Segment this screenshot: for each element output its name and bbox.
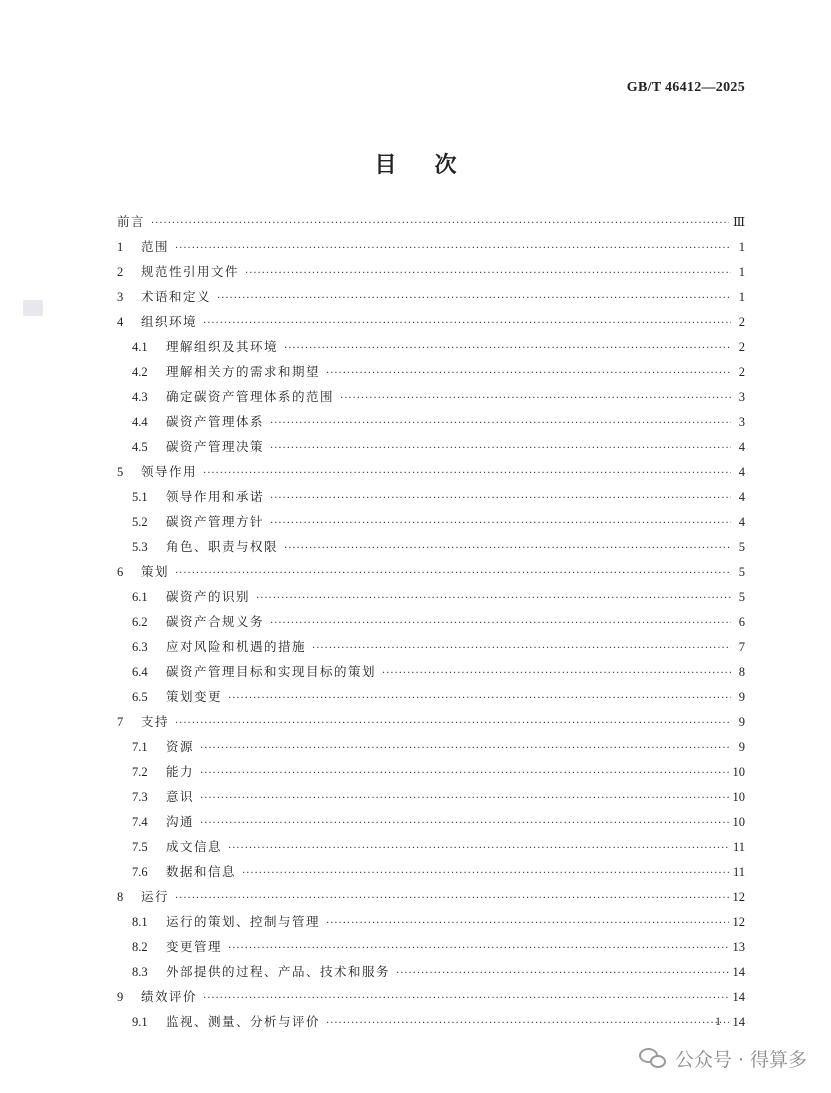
toc-entry-title: 支持 (141, 714, 170, 729)
toc-leader-dots (203, 461, 731, 486)
toc-entry-title: 资源 (166, 739, 195, 754)
toc-subsection-entry[interactable] (117, 909, 745, 934)
toc-entry-page: 1 (738, 265, 745, 279)
watermark-text: 公众号 · 得算多 (674, 1049, 807, 1071)
toc-entry-number: 6.2 (132, 615, 148, 629)
toc-entry-title: 运行的策划、控制与管理 (166, 914, 321, 929)
toc-entry[interactable] (117, 884, 745, 909)
toc-entry-page: 4 (738, 465, 745, 479)
toc-subsection-entry[interactable] (117, 384, 745, 409)
toc-leader-dots (228, 836, 729, 861)
toc-entry-page: Ⅲ (732, 215, 745, 229)
toc-leader-dots (326, 911, 728, 936)
toc-entry-title: 意识 (166, 789, 195, 804)
toc-subsection-entry[interactable] (117, 334, 745, 359)
toc-entry-title: 成文信息 (166, 839, 223, 854)
toc-entry-title: 碳资产管理体系 (166, 414, 265, 429)
toc-leader-dots (270, 436, 731, 461)
toc-subsection-entry[interactable] (117, 859, 745, 884)
toc-entry-title: 绩效评价 (141, 989, 198, 1004)
toc-entry-title: 碳资产合规义务 (166, 614, 265, 629)
toc-subsection-entry[interactable] (117, 434, 745, 459)
toc-subsection-entry[interactable] (117, 409, 745, 434)
toc-leader-dots (200, 786, 728, 811)
toc-leader-dots (175, 236, 731, 261)
toc-entry-page: 12 (732, 915, 745, 929)
toc-subsection-entry[interactable] (117, 534, 745, 559)
toc-entry-number: 9 (117, 990, 124, 1004)
toc-entry[interactable] (117, 284, 745, 309)
toc-entry[interactable] (117, 559, 745, 584)
toc-subsection-entry[interactable] (117, 759, 745, 784)
toc-entry-number: 6 (117, 565, 124, 579)
toc-subsection-entry[interactable] (117, 934, 745, 959)
toc-entry-number: 4.1 (132, 340, 148, 354)
toc-entry-page: 6 (738, 615, 745, 629)
toc-entry-title: 能力 (166, 764, 195, 779)
toc-entry-page: 9 (738, 715, 745, 729)
toc-entry-number: 4.4 (132, 415, 148, 429)
toc-entry-page: 2 (738, 340, 745, 354)
toc-entry-title: 沟通 (166, 814, 195, 829)
toc-subsection-entry[interactable] (117, 584, 745, 609)
toc-leader-dots (270, 611, 731, 636)
toc-subsection-entry[interactable] (117, 834, 745, 859)
toc-entry-number: 7.2 (132, 765, 148, 779)
toc-entry-page: 1 (738, 240, 745, 254)
toc-entry-page: 4 (738, 440, 745, 454)
toc-entry-title: 应对风险和机遇的措施 (166, 639, 307, 654)
toc-entry-number: 5 (117, 465, 124, 479)
toc-entry-title: 理解组织及其环境 (166, 339, 279, 354)
toc-leader-dots (270, 511, 731, 536)
toc-leader-dots (175, 561, 731, 586)
toc-entry-page: 5 (738, 565, 745, 579)
toc-leader-dots (245, 261, 731, 286)
table-of-contents (117, 209, 745, 1034)
toc-leader-dots (200, 736, 731, 761)
toc-entry-title: 领导作用和承诺 (166, 489, 265, 504)
toc-entry-number: 3 (117, 290, 124, 304)
document-code: GB/T 46412—2025 (626, 80, 745, 95)
toc-entry-page: 4 (738, 515, 745, 529)
toc-leader-dots (242, 861, 729, 886)
toc-leader-dots (200, 761, 728, 786)
toc-entry-number: 4 (117, 315, 124, 329)
toc-entry-page: 14 (732, 1015, 745, 1029)
toc-entry-number: 5.3 (132, 540, 148, 554)
toc-leader-dots (228, 686, 731, 711)
toc-leader-dots (396, 961, 728, 986)
toc-entry[interactable] (117, 459, 745, 484)
toc-subsection-entry[interactable] (117, 609, 745, 634)
toc-entry-page: 13 (732, 940, 745, 954)
toc-subsection-entry[interactable] (117, 509, 745, 534)
toc-entry-title: 确定碳资产管理体系的范围 (166, 389, 335, 404)
toc-entry-title: 角色、职责与权限 (166, 539, 279, 554)
toc-entry-title: 范围 (141, 239, 170, 254)
toc-leader-dots (284, 536, 731, 561)
toc-entry-title: 监视、测量、分析与评价 (166, 1014, 321, 1029)
toc-entry-page: 5 (738, 540, 745, 554)
page-title: 目次 (374, 152, 495, 178)
page-number: 1 (715, 1014, 721, 1028)
toc-subsection-entry[interactable] (117, 659, 745, 684)
toc-leader-dots (270, 411, 731, 436)
toc-leader-dots (340, 386, 731, 411)
toc-entry[interactable] (117, 709, 745, 734)
toc-entry-number: 8.3 (132, 965, 148, 979)
toc-leader-dots (312, 636, 731, 661)
toc-leader-dots (382, 661, 731, 686)
toc-leader-dots (217, 286, 731, 311)
toc-entry-page: 1 (738, 290, 745, 304)
toc-entry-page: 3 (738, 415, 745, 429)
toc-entry-number: 2 (117, 265, 124, 279)
toc-entry-page: 10 (732, 790, 745, 804)
toc-entry-number: 7.1 (132, 740, 148, 754)
toc-entry-number: 5.2 (132, 515, 148, 529)
toc-entry-page: 11 (732, 865, 745, 879)
toc-entry-number: 8.1 (132, 915, 148, 929)
toc-leader-dots (203, 986, 728, 1011)
toc-entry-page: 4 (738, 490, 745, 504)
toc-entry[interactable] (117, 259, 745, 284)
toc-subsection-entry[interactable] (117, 784, 745, 809)
toc-subsection-entry[interactable] (117, 959, 745, 984)
toc-entry[interactable] (117, 234, 745, 259)
toc-entry-page: 9 (738, 690, 745, 704)
toc-entry-title: 碳资产管理方针 (166, 514, 265, 529)
toc-entry-title: 碳资产管理目标和实现目标的策划 (166, 664, 377, 679)
toc-leader-dots (151, 211, 729, 236)
toc-entry-number: 9.1 (132, 1015, 148, 1029)
toc-leader-dots (270, 486, 731, 511)
toc-entry[interactable] (117, 209, 745, 234)
side-marker (23, 300, 43, 316)
toc-entry-title: 外部提供的过程、产品、技术和服务 (166, 964, 391, 979)
toc-entry-number: 8.2 (132, 940, 148, 954)
toc-entry-page: 2 (738, 365, 745, 379)
toc-subsection-entry[interactable] (117, 484, 745, 509)
toc-leader-dots (203, 311, 731, 336)
toc-entry-page: 2 (738, 315, 745, 329)
toc-subsection-entry[interactable] (117, 684, 745, 709)
toc-entry-title: 变更管理 (166, 939, 223, 954)
toc-entry-page: 3 (738, 390, 745, 404)
toc-entry-number: 8 (117, 890, 124, 904)
wechat-icon (639, 1048, 667, 1070)
toc-entry-number: 7.4 (132, 815, 148, 829)
toc-entry-title: 碳资产管理决策 (166, 439, 265, 454)
watermark (639, 1045, 807, 1072)
toc-subsection-entry[interactable] (117, 1009, 745, 1034)
toc-leader-dots (200, 811, 728, 836)
toc-entry-title: 规范性引用文件 (141, 264, 240, 279)
toc-entry-number: 7 (117, 715, 124, 729)
toc-subsection-entry[interactable] (117, 809, 745, 834)
toc-entry-title: 组织环境 (141, 314, 198, 329)
toc-entry[interactable] (117, 984, 745, 1009)
toc-entry-number: 5.1 (132, 490, 148, 504)
toc-entry[interactable] (117, 309, 745, 334)
toc-entry-number: 6.1 (132, 590, 148, 604)
toc-entry-number: 4.3 (132, 390, 148, 404)
toc-entry-number: 6.3 (132, 640, 148, 654)
toc-leader-dots (256, 586, 731, 611)
toc-entry-title: 策划变更 (166, 689, 223, 704)
toc-leader-dots (284, 336, 731, 361)
toc-entry-page: 8 (738, 665, 745, 679)
toc-entry-title: 策划 (141, 564, 170, 579)
toc-entry-page: 14 (732, 965, 745, 979)
toc-entry-page: 10 (732, 815, 745, 829)
toc-entry-number: 1 (117, 240, 124, 254)
toc-subsection-entry[interactable] (117, 734, 745, 759)
toc-leader-dots (175, 711, 731, 736)
toc-entry-title: 术语和定义 (141, 289, 212, 304)
toc-leader-dots (326, 1011, 728, 1036)
toc-entry-number: 4.2 (132, 365, 148, 379)
toc-entry-title: 运行 (141, 889, 170, 904)
toc-entry-title: 理解相关方的需求和期望 (166, 364, 321, 379)
toc-entry-page: 11 (732, 840, 745, 854)
toc-entry-number: 6.4 (132, 665, 148, 679)
toc-entry-title: 领导作用 (141, 464, 198, 479)
toc-leader-dots (228, 936, 728, 961)
toc-leader-dots (326, 361, 731, 386)
toc-entry-number: 4.5 (132, 440, 148, 454)
toc-entry-page: 5 (738, 590, 745, 604)
toc-entry-page: 10 (732, 765, 745, 779)
toc-entry-page: 14 (732, 990, 745, 1004)
toc-entry-number: 7.3 (132, 790, 148, 804)
toc-entry-title: 前言 (117, 214, 146, 229)
toc-entry-title: 碳资产的识别 (166, 589, 251, 604)
toc-subsection-entry[interactable] (117, 359, 745, 384)
toc-entry-number: 7.6 (132, 865, 148, 879)
toc-subsection-entry[interactable] (117, 634, 745, 659)
toc-entry-number: 6.5 (132, 690, 148, 704)
toc-entry-page: 7 (738, 640, 745, 654)
toc-entry-number: 7.5 (132, 840, 148, 854)
toc-entry-title: 数据和信息 (166, 864, 237, 879)
toc-entry-page: 12 (732, 890, 745, 904)
toc-leader-dots (175, 886, 728, 911)
toc-entry-page: 9 (738, 740, 745, 754)
